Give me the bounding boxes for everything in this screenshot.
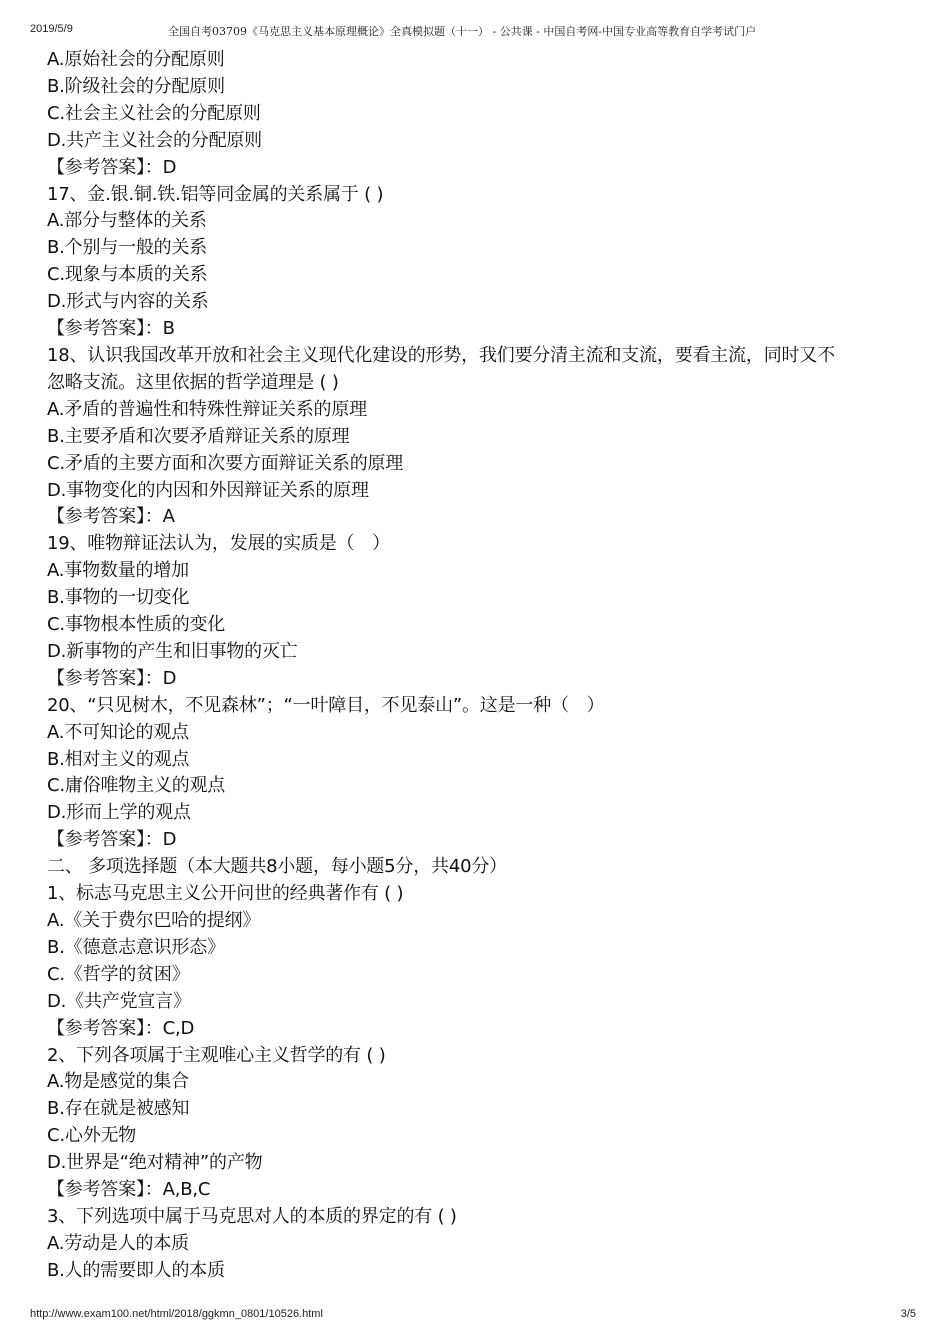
option-line: C.庸俗唯物主义的观点: [47, 775, 226, 797]
answer-line: 【参考答案】：D: [47, 667, 177, 689]
option-line: A.事物数量的增加: [47, 560, 189, 582]
section-heading: 二、 多项选择题（本大题共8小题，每小题5分，共40分）: [47, 856, 507, 878]
answer-line: 【参考答案】：A: [47, 506, 175, 528]
question-line: 19、唯物辩证法认为，发展的实质是（ ）: [47, 533, 390, 555]
option-line: A.原始社会的分配原则: [47, 49, 225, 70]
option-line: D.形而上学的观点: [47, 802, 191, 824]
option-line: C.事物根本性质的变化: [47, 614, 226, 636]
question-line: 忽略支流。这里依据的哲学道理是 ( ): [47, 371, 339, 393]
question-line: 3、下列选项中属于马克思对人的本质的界定的有 ( ): [47, 1205, 457, 1227]
option-line: C.心外无物: [47, 1125, 137, 1147]
option-line: B.主要矛盾和次要矛盾辩证关系的原理: [47, 425, 350, 447]
option-line: B.存在就是被感知: [47, 1098, 190, 1120]
answer-line: 【参考答案】：A,B,C: [47, 1179, 211, 1201]
answer-line: 【参考答案】：C,D: [47, 1017, 195, 1039]
option-line: A.劳动是人的本质: [47, 1232, 189, 1254]
question-line: 20、“只见树木，不见森林”；“一叶障目，不见泰山”。这是一种（ ）: [47, 694, 605, 716]
question-line: 1、标志马克思主义公开问世的经典著作有 ( ): [47, 883, 404, 905]
document-body: [47, 47, 927, 1285]
option-line: D.共产主义社会的分配原则: [47, 129, 262, 151]
answer-line: 【参考答案】：B: [47, 318, 175, 340]
header-date: 2019/5/9: [30, 23, 73, 35]
option-line: C.矛盾的主要方面和次要方面辩证关系的原理: [47, 452, 404, 474]
option-line: B.事物的一切变化: [47, 587, 190, 609]
option-line: C.社会主义社会的分配原则: [47, 102, 261, 124]
footer-url: http://www.exam100.net/html/2018/ggkmn_0801/10526.html: [30, 1308, 323, 1320]
question-line: 2、下列各项属于主观唯心主义哲学的有 ( ): [47, 1044, 386, 1066]
option-line: D.《共产党宣言》: [47, 990, 191, 1012]
question-line: 17、金.银.铜.铁.铝等同金属的关系属于 ( ): [47, 183, 384, 205]
option-line: D.事物变化的内因和外因辩证关系的原理: [47, 479, 369, 501]
option-line: A.《关于费尔巴哈的提纲》: [47, 910, 261, 931]
answer-line: 【参考答案】：D: [47, 156, 177, 178]
option-line: C.《哲学的贫困》: [47, 963, 190, 985]
option-line: B.《德意志意识形态》: [47, 936, 225, 958]
option-line: C.现象与本质的关系: [47, 264, 208, 286]
answer-line: 【参考答案】：D: [47, 829, 177, 851]
header-page-title: 全国自考03709《马克思主义基本原理概论》全真模拟题（十一） - 公共课 - 中国自考网-中国专业高等教育自学考试门户: [168, 25, 757, 38]
option-line: A.不可知论的观点: [47, 721, 189, 743]
option-line: B.相对主义的观点: [47, 748, 190, 770]
option-line: A.物是感觉的集合: [47, 1071, 189, 1093]
option-line: B.人的需要即人的本质: [47, 1259, 225, 1281]
option-line: B.阶级社会的分配原则: [47, 75, 225, 97]
option-line: B.个别与一般的关系: [47, 237, 208, 259]
question-line: 18、认识我国改革开放和社会主义现代化建设的形势，我们要分清主流和支流，要看主流，同时又不: [47, 344, 835, 366]
option-line: D.形式与内容的关系: [47, 291, 209, 313]
option-line: D.世界是“绝对精神”的产物: [47, 1152, 263, 1174]
option-line: A.部分与整体的关系: [47, 210, 207, 232]
page-number: 3/5: [900, 1308, 916, 1320]
option-line: A.矛盾的普遍性和特殊性辩证关系的原理: [47, 398, 367, 420]
option-line: D.新事物的产生和旧事物的灭亡: [47, 640, 298, 662]
